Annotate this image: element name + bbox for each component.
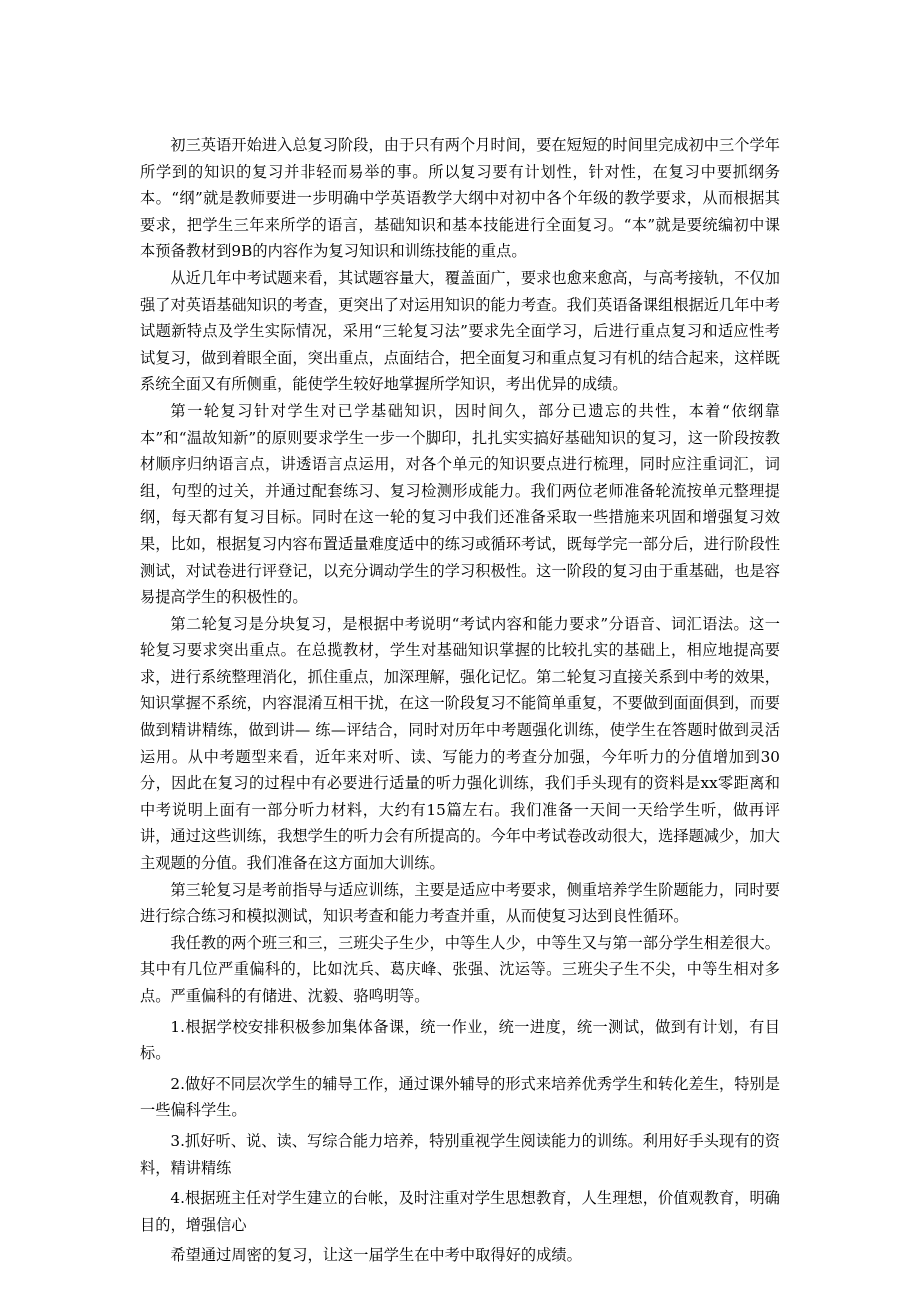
paragraph-second-round: 第二轮复习是分块复习，是根据中考说明“考试内容和能力要求”分语音、词汇语法。这一轮复习要求突出重点。在总揽教材，学生对基础知识掌握的比较扎实的基础上，相应地提高要求，进行系统整理消化，抓住重点，加深理解，强化记忆。第二轮复习直接关系到中考的效果，知识掌握不系统，内容混淆互相干扰，在这一阶段复习不能简单重复，不要做到面面俱到，而要做到精讲精练，做到讲— 练—评结合，同时对历年中考题强化训练，使学生在答题时做到灵活运用。从中考题型来看，近年来对听、读、写能力的考查分加强，今年听力的分值增加到30分，因此在复习的过程中有必要进行适量的听力强化训练，我们手头现有的资料是xx零距离和中考说明上面有一部分听力材料，大约有15篇左右。我们准备一天间一天给学生听，做再评讲，通过这些训练，我想学生的听力会有所提高的。今年中考试卷改动很大，选择题减少，加大主观题的分值。我们准备在这方面加大训练。: [140, 614, 780, 873]
paragraph-first-round: 第一轮复习针对学生对已学基础知识，因时间久，部分已遗忘的共性，本着“依纲靠本”和“温故知新”的原则要求学生一步一个脚印，扎扎实实搞好基础知识的复习，这一阶段按教材顺序归纳语言点，讲透语言点运用，对各个单元的知识要点进行梳理，同时应注重词汇，词组，句型的过关，并通过配套练习、复习检测形成能力。我们两位老师准备轮流按单元整理提纲，每天都有复习目标。同时在这一轮的复习中我们还准备采取一些措施来巩固和增强复习效果，比如，根据复习内容布置适量难度适中的练习或循环考试，既每学完一部分后，进行阶段性测试，对试卷进行评登记，以充分调动学生的学习积极性。这一阶段的复习由于重基础，也是容易提高学生的积极性的。: [140, 401, 780, 607]
list-item-4: 4.根据班主任对学生建立的台帐，及时注重对学生思想教育，人生理想，价值观教育，明确目的，增强信心: [140, 1189, 780, 1234]
document-body: [140, 132, 780, 1269]
list-item-3: 3.抓好听、说、读、写综合能力培养，特别重视学生阅读能力的训练。利用好手头现有的资料，精讲精练: [140, 1131, 780, 1177]
list-item-2: 2.做好不同层次学生的辅导工作，通过课外辅导的形式来培养优秀学生和转化差生，特别是一些偏科学生。: [140, 1074, 780, 1120]
paragraph-third-round: 第三轮复习是考前指导与适应训练，主要是适应中考要求，侧重培养学生阶题能力，同时要进行综合练习和模拟测试，知识考查和能力考查并重，从而使复习达到良性循环。: [140, 880, 780, 926]
paragraph-exam-analysis: 从近几年中考试题来看，其试题容量大，覆盖面广，要求也愈来愈高，与高考接轨，不仅加强了对英语基础知识的考查，更突出了对运用知识的能力考查。我们英语备课组根据近几年中考试题新特点及学生实际情况，采用“三轮复习法”要求先全面学习，后进行重点复习和适应性考试复习，做到着眼全面，突出重点，点面结合，把全面复习和重点复习有机的结合起来，这样既系统全面又有所侧重，能使学生较好地掌握所学知识，考出优异的成绩。: [140, 268, 780, 394]
paragraph-class-situation: 我任教的两个班三和三，三班尖子生少，中等生人少，中等生又与第一部分学生相差很大。其中有几位严重偏科的，比如沈兵、葛庆峰、张强、沈运等。三班尖子生不尖，中等生相对多点。严重偏科的有储进、沈毅、骆鸣明等。: [140, 933, 780, 1005]
paragraph-closing: 希望通过周密的复习，让这一届学生在中考中取得好的成绩。: [170, 1246, 582, 1265]
paragraph-intro: 初三英语开始进入总复习阶段，由于只有两个月时间，要在短短的时间里完成初中三个学年所学到的知识的复习并非轻而易举的事。所以复习要有计划性，针对性，在复习中要抓纲务本。“纲”就是教师要进一步明确中学英语教学大纲中对初中各个年级的教学要求，从而根据其要求，把学生三年来所学的语言，基础知识和基本技能进行全面复习。“本”就是要统编初中课本预备教材到9B的内容作为复习知识和训练技能的重点。: [140, 136, 780, 261]
list-item-1: 1.根据学校安排积极参加集体备课，统一作业，统一进度，统一测试，做到有计划，有目标。: [140, 1017, 780, 1063]
